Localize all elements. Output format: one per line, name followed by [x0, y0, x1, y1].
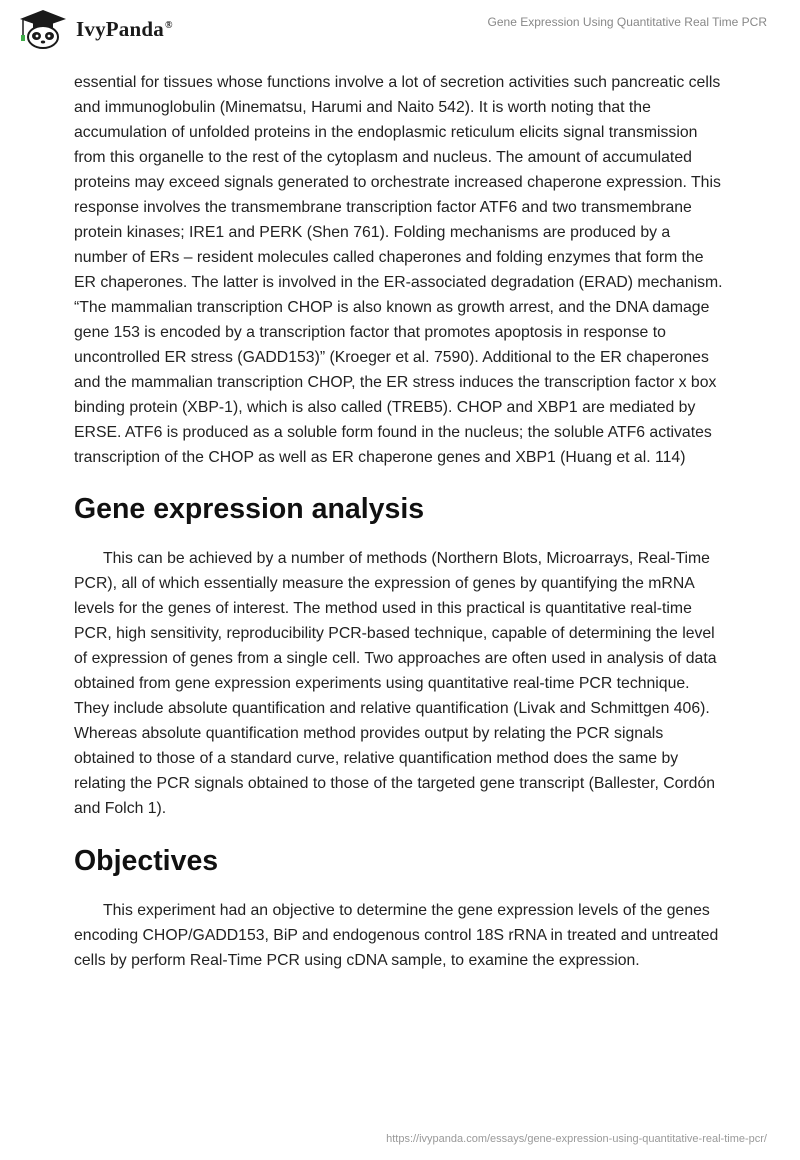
brand-logo[interactable]: [14, 8, 173, 50]
intro-paragraph: essential for tissues whose functions involve a lot of secretion activities such pancreatic cells and immunoglobulin (Minematsu, Harumi and Naito 542). It is worth noting that the accumulation of unfolded proteins in the endoplasmic reticulum elicits signal transmission from this organelle to the rest of the cytoplasm and nucleus. The amount of accumulated proteins may exceed signals generated to orchestrate increased chaperone expression. This response involves the transmembrane transcription factor ATF6 and two transmembrane protein kinases; IRE1 and PERK (Shen 761). Folding mechanisms are produced by a number of ERs – resident molecules called chaperones and folding enzymes that form the ER chaperones. The latter is involved in the ER-associated degradation (ERAD) mechanism. “The mammalian transcription CHOP is also known as growth arrest, and the DNA damage gene 153 is encoded by a transcription factor that promotes apoptosis in response to uncontrolled ER stress (GADD153)” (Kroeger et al. 7590). Additional to the ER chaperones and the mammalian transcription CHOP, the ER stress induces the transcription factor x box binding protein (XBP-1), which is also called (TREB5). CHOP and XBP1 are mediated by ERSE. ATF6 is produced as a soluble form found in the nucleus; the soluble ATF6 activates transcription of the CHOP as well as ER chaperone genes and XBP1 (Huang et al. 114): [74, 74, 723, 466]
page-header: [0, 0, 800, 60]
article-content: [74, 70, 726, 973]
section-heading-gene-expression: Gene expression analysis: [74, 493, 425, 525]
panda-graduate-icon: [14, 8, 72, 50]
section-heading-objectives: Objectives: [74, 845, 219, 877]
source-url[interactable]: https://ivypanda.com/essays/gene-expression-using-quantitative-real-time-pcr/: [386, 1133, 767, 1145]
objectives-paragraph: This experiment had an objective to determine the gene expression levels of the genes encoding CHOP/GADD153, BiP and endogenous control 18S rRNA in treated and untreated cells by perform Real-Time PCR using cDNA sample, to examine the expression.: [74, 902, 719, 969]
brand-name: IvyPanda®: [76, 16, 173, 41]
gene-expression-paragraph: This can be achieved by a number of methods (Northern Blots, Microarrays, Real-Time PCR), all of which essentially measure the expression of genes by quantifying the mRNA levels for the genes of interest. The method used in this practical is quantitative real-time PCR, high sensitivity, reproducibility PCR-based technique, capable of determining the level of expression of genes from a single cell. Two approaches are often used in analysis of data obtained from gene expression experiments using quantitative real-time PCR technique. They include absolute quantification and relative quantification (Livak and Schmittgen 406). Whereas absolute quantification method provides output by relating the PCR signals obtained to those of a standard curve, relative quantification method does the same by relating the PCR signals obtained to those of the targeted gene transcript (Ballester, Cordón and Folch 1).: [74, 550, 717, 817]
document-title: Gene Expression Using Quantitative Real Time PCR: [487, 15, 767, 29]
